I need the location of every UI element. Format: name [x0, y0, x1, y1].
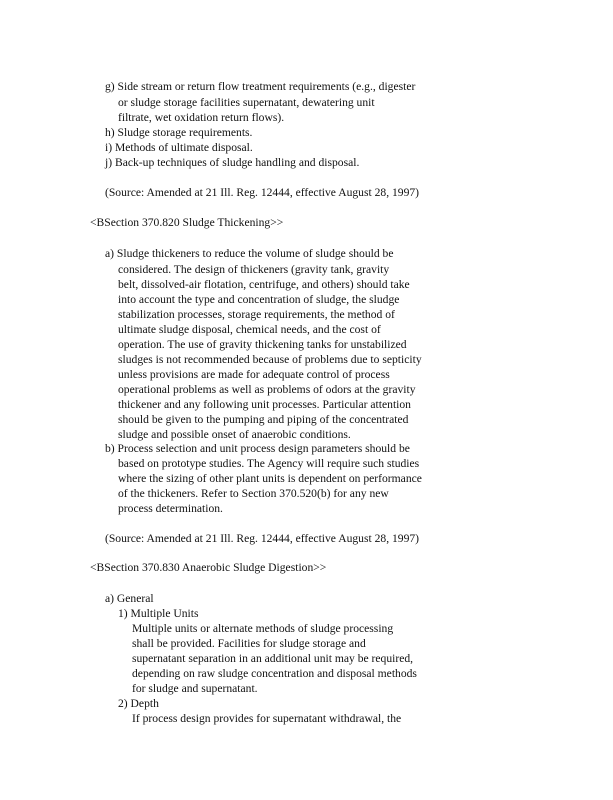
para-b-line: of the thickeners. Refer to Section 370.520(b) for any new: [118, 487, 389, 500]
para-a-line: should be given to the pumping and piping of the concentrated: [118, 413, 409, 426]
para-a-line: thickener and any following unit processes. Particular attention: [118, 398, 411, 411]
item-1-body-line: Multiple units or alternate methods of sludge processing: [132, 622, 394, 635]
para-b-line: based on prototype studies. The Agency will require such studies: [118, 457, 420, 470]
subsection-a-label: a) General: [105, 592, 154, 605]
section-830-heading: <BSection 370.830 Anaerobic Sludge Digestion>>: [90, 561, 327, 574]
para-a-line: operation. The use of gravity thickening tanks for unstabilized: [118, 338, 407, 351]
item-1-title: 1) Multiple Units: [118, 607, 199, 620]
list-item-j: j) Back-up techniques of sludge handling and disposal.: [105, 156, 360, 169]
para-a-line: belt, dissolved-air flotation, centrifuge, and others) should take: [118, 278, 410, 291]
para-a-line: sludges is not recommended because of problems due to septicity: [118, 353, 422, 366]
list-item-i: i) Methods of ultimate disposal.: [105, 141, 253, 154]
source-note-2: (Source: Amended at 21 Ill. Reg. 12444, effective August 28, 1997): [105, 532, 420, 545]
para-b-line: where the sizing of other plant units is dependent on performance: [118, 472, 422, 485]
list-item-g-line3: filtrate, wet oxidation return flows).: [118, 111, 285, 124]
para-a-line: ultimate sludge disposal, chemical needs, and the cost of: [118, 323, 381, 336]
section-820-heading: <BSection 370.820 Sludge Thickening>>: [90, 216, 284, 229]
item-1-body-line: shall be provided. Facilities for sludge storage and: [132, 637, 366, 650]
para-a-line: operational problems as well as problems of odors at the gravity: [118, 383, 416, 396]
item-1-body-line: depending on raw sludge concentration and disposal methods: [132, 667, 417, 680]
item-2-body-line: If process design provides for supernatant withdrawal, the: [132, 712, 402, 725]
para-a-line: considered. The design of thickeners (gravity tank, gravity: [118, 263, 390, 276]
item-1-body-line: for sludge and supernatant.: [132, 682, 258, 695]
para-a-line: sludge and possible onset of anaerobic conditions.: [118, 428, 351, 441]
list-item-h: h) Sludge storage requirements.: [105, 126, 253, 139]
para-a-line: stabilization processes, storage requirements, the method of: [118, 308, 395, 321]
para-a-line: into account the type and concentration of sludge, the sludge: [118, 293, 400, 306]
item-1-body-line: supernatant separation in an additional unit may be required,: [132, 652, 414, 665]
para-b-line: b) Process selection and unit process design parameters should be: [105, 442, 410, 455]
para-a-line: unless provisions are made for adequate control of process: [118, 368, 390, 381]
source-note-1: (Source: Amended at 21 Ill. Reg. 12444, effective August 28, 1997): [105, 186, 420, 199]
list-item-g-line2: or sludge storage facilities supernatant, dewatering unit: [118, 96, 375, 109]
para-b-line: process determination.: [118, 502, 223, 515]
para-a-line: a) Sludge thickeners to reduce the volume of sludge should be: [105, 247, 394, 260]
list-item-g-line1: g) Side stream or return flow treatment requirements (e.g., digester: [105, 80, 416, 93]
item-2-title: 2) Depth: [118, 697, 159, 710]
